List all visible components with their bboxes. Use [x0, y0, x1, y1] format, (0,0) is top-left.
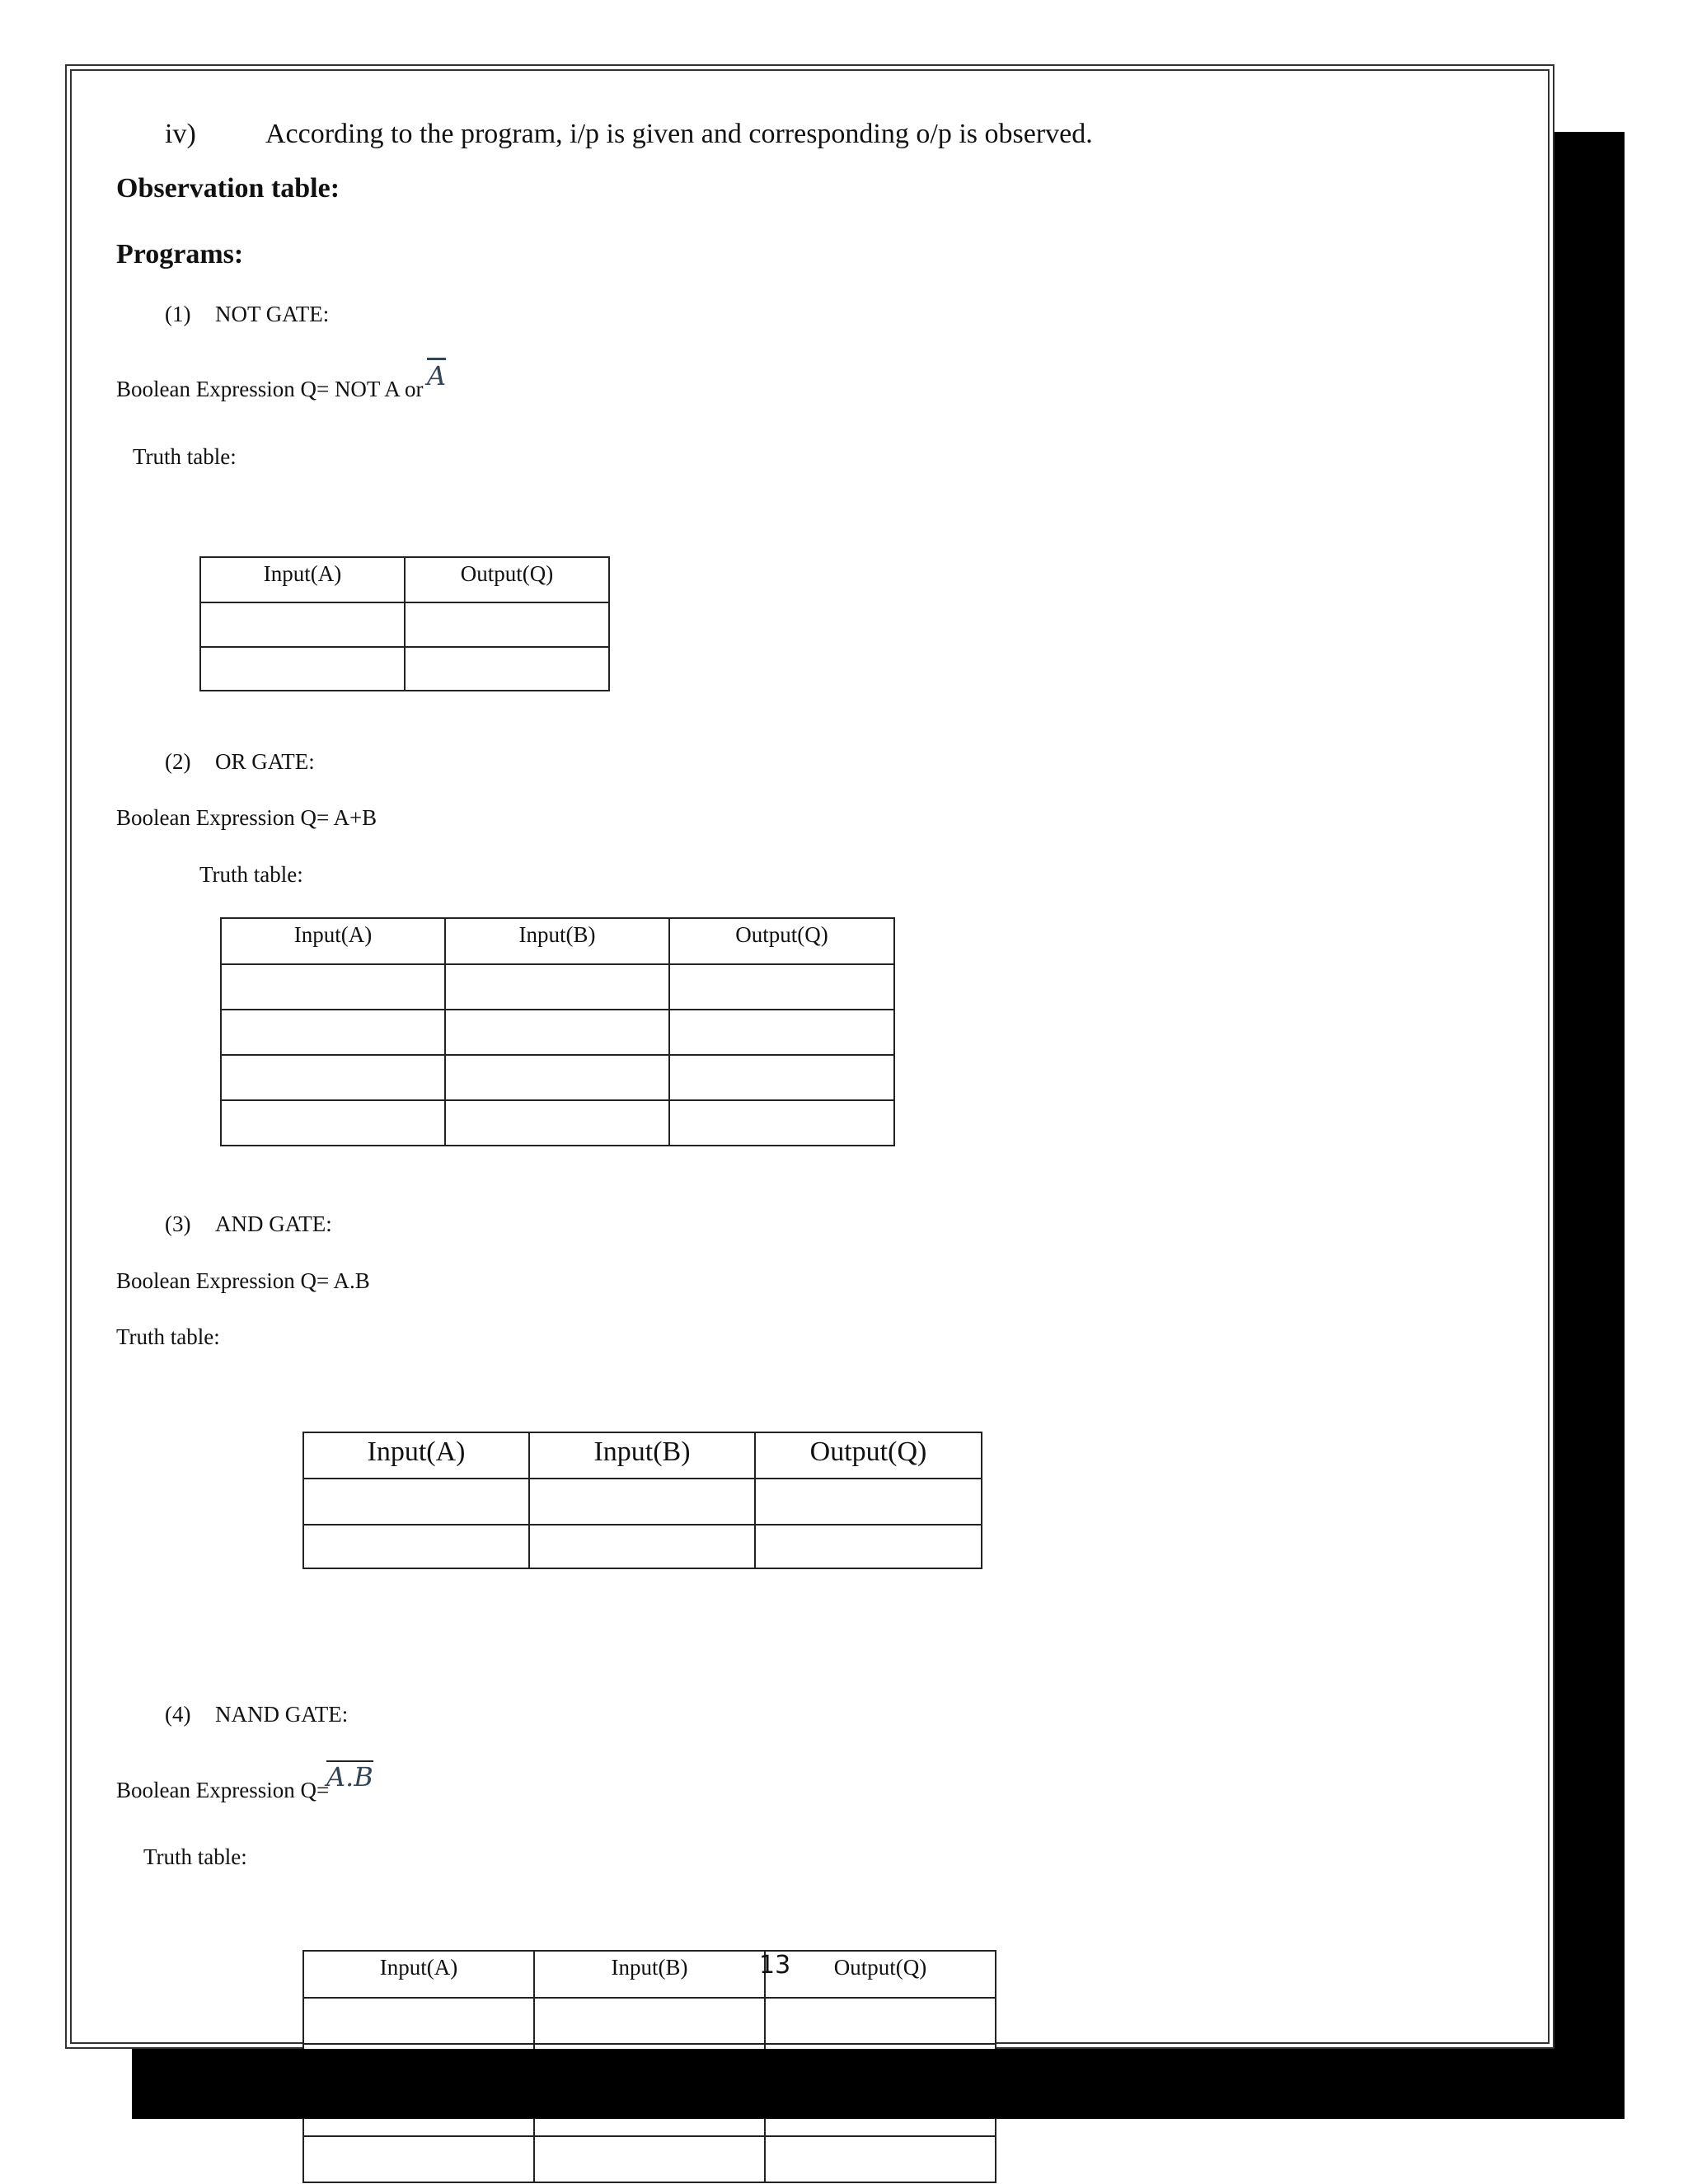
and-truth-table	[302, 1432, 982, 1569]
table-header-cell: Output(Q)	[755, 1432, 982, 1479]
table-cell[interactable]	[755, 1479, 982, 1525]
observation-heading: Observation table:	[116, 173, 340, 204]
or-section-number: (2)	[165, 749, 191, 774]
step-number: iv)	[165, 119, 196, 149]
table-header-cell: Input(B)	[445, 918, 669, 964]
table-cell[interactable]	[765, 2136, 996, 2182]
table-cell[interactable]	[405, 647, 609, 691]
not-a-bar-formula: $\overline{A}$	[427, 360, 447, 391]
not-truth-table	[199, 556, 610, 691]
not-section-number: (1)	[165, 302, 191, 326]
table-cell[interactable]	[445, 1055, 669, 1100]
nand-truth-table-label: Truth table:	[143, 1844, 247, 1869]
page-shadow-bottom	[132, 2049, 1625, 2119]
table-header-cell: Input(A)	[221, 918, 445, 964]
table-cell[interactable]	[303, 1998, 534, 2044]
table-cell[interactable]	[529, 1479, 755, 1525]
nand-section-title: NAND GATE:	[215, 1702, 349, 1727]
table-cell[interactable]	[669, 1010, 894, 1055]
not-section-title: NOT GATE:	[215, 302, 330, 326]
table-cell[interactable]	[534, 2136, 765, 2182]
table-cell[interactable]	[200, 602, 405, 647]
or-truth-table-label: Truth table:	[199, 862, 303, 887]
table-cell[interactable]	[445, 1100, 669, 1146]
table-cell[interactable]	[221, 964, 445, 1010]
table-cell[interactable]	[765, 1998, 996, 2044]
or-truth-table	[220, 917, 895, 1146]
and-section-title: AND GATE:	[215, 1212, 332, 1236]
programs-heading: Programs:	[116, 239, 244, 269]
table-cell[interactable]	[669, 964, 894, 1010]
table-cell[interactable]	[669, 1055, 894, 1100]
table-header-cell: Output(Q)	[765, 1951, 996, 1998]
nand-expression: Boolean Expression Q=	[116, 1778, 330, 1802]
or-expression: Boolean Expression Q= A+B	[116, 805, 377, 830]
table-header-cell: Input(A)	[303, 1951, 534, 1998]
table-cell[interactable]	[755, 1525, 982, 1568]
table-header-cell: Output(Q)	[669, 918, 894, 964]
table-cell[interactable]	[445, 1010, 669, 1055]
not-expression: Boolean Expression Q= NOT A or	[116, 377, 424, 401]
and-section-number: (3)	[165, 1212, 191, 1236]
table-cell[interactable]	[405, 602, 609, 647]
table-cell[interactable]	[669, 1100, 894, 1146]
table-cell[interactable]	[303, 1525, 529, 1568]
table-cell[interactable]	[303, 2136, 534, 2182]
page-number: 13	[759, 1951, 791, 1980]
table-header-cell: Input(A)	[303, 1432, 529, 1479]
table-cell[interactable]	[221, 1010, 445, 1055]
and-expression: Boolean Expression Q= A.B	[116, 1268, 370, 1293]
table-header-cell: Input(A)	[200, 557, 405, 602]
or-section-title: OR GATE:	[215, 749, 315, 774]
step-text: According to the program, i/p is given and corresponding o/p is observed.	[265, 119, 1093, 149]
nand-section-number: (4)	[165, 1702, 191, 1727]
table-header-cell: Input(B)	[529, 1432, 755, 1479]
table-header-cell: Output(Q)	[405, 557, 609, 602]
table-cell[interactable]	[200, 647, 405, 691]
not-truth-table-label: Truth table:	[133, 444, 237, 469]
table-header-cell: Input(B)	[534, 1951, 765, 1998]
table-cell[interactable]	[303, 1479, 529, 1525]
and-truth-table-label: Truth table:	[116, 1324, 220, 1349]
table-cell[interactable]	[445, 964, 669, 1010]
table-cell[interactable]	[221, 1055, 445, 1100]
nand-ab-bar-formula: A.B	[326, 1761, 373, 1793]
table-cell[interactable]	[529, 1525, 755, 1568]
table-cell[interactable]	[534, 1998, 765, 2044]
table-cell[interactable]	[221, 1100, 445, 1146]
